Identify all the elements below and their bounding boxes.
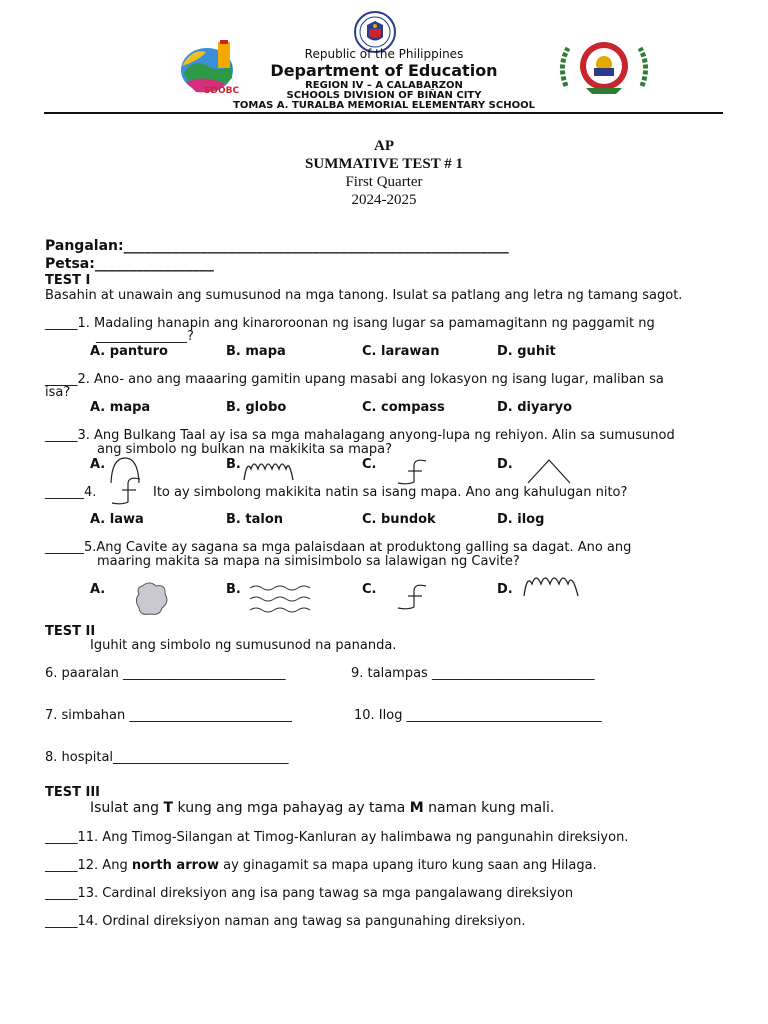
q13-text: _____13. Cardinal direksiyon ang isa pang tawag sa mga pangalawang direksiyon xyxy=(45,886,574,901)
q4-option-c: C. bundok xyxy=(362,512,436,527)
test2-instructions: Iguhit ang simbolo ng sumusunod na pananda. xyxy=(90,638,397,653)
q14-text: _____14. Ordinal direksiyon naman ang tawag sa pangunahing direksiyon. xyxy=(45,914,526,929)
date-field[interactable]: Petsa:_________________ xyxy=(45,256,214,272)
q12-pre: _____12. Ang xyxy=(45,858,132,873)
q4-prefix: ______4. xyxy=(45,485,97,500)
q5-text: ______5.Ang Cavite ay sagana sa mga palaisdaan at produktong galling sa dagat. Ano ang xyxy=(45,540,632,555)
name-field[interactable]: Pangalan:_______________________________________________________ xyxy=(45,238,509,254)
q1-option-a: A. panturo xyxy=(90,344,168,359)
header-school: TOMAS A. TURALBA MEMORIAL ELEMENTARY SCHOOL xyxy=(233,100,535,111)
test3-instr-mid: kung ang mga pahayag ay tama xyxy=(173,800,410,816)
q3-option-d: D. xyxy=(497,457,513,472)
test3-instr-true: T xyxy=(163,800,174,816)
q3-option-c: C. xyxy=(362,457,377,472)
q2-text: _____2. Ano- ano ang maaaring gamitin upang masabi ang lokasyon ng isang lugar, maliban sa xyxy=(45,372,664,387)
test2-item-10[interactable]: 10. Ilog ______________________________ xyxy=(354,708,602,723)
mountain-range-symbol-icon xyxy=(522,571,582,597)
test3-instructions xyxy=(90,800,554,816)
q3-text: _____3. Ang Bulkang Taal ay isa sa mga mahalagang anyong-lupa ng rehiyon. Alin sa sumusunod xyxy=(45,428,675,443)
q1-blank: ______________? xyxy=(96,329,194,344)
lake-symbol-icon xyxy=(132,580,172,618)
q12-text xyxy=(45,858,597,873)
q12-bold: north arrow xyxy=(131,858,219,873)
q3-text-cont: ang simbolo ng bulkan na makikita sa mapa? xyxy=(97,442,392,457)
header-department: Department of Education xyxy=(270,61,498,80)
waterfall-symbol-icon xyxy=(108,476,144,506)
q5-option-c: C. xyxy=(362,582,377,597)
q2-text-cont: isa? xyxy=(45,385,71,400)
q3-option-a: A. xyxy=(90,457,106,472)
q2-option-c: C. compass xyxy=(362,400,445,415)
svg-text:SDOBC: SDOBC xyxy=(204,86,240,96)
q2-option-a: A. mapa xyxy=(90,400,151,415)
q5-option-d: D. xyxy=(497,582,513,597)
test3-instr-post: naman kung mali. xyxy=(423,800,555,816)
title-quarter: First Quarter xyxy=(345,174,423,190)
q4-option-a: A. lawa xyxy=(90,512,144,527)
title-test: SUMMATIVE TEST # 1 xyxy=(305,156,463,172)
test3-heading: TEST III xyxy=(45,785,101,800)
test3-instr-pre: Isulat ang xyxy=(90,800,164,816)
q1-option-d: D. guhit xyxy=(497,344,556,359)
header-region: REGION IV – A CALABARZON xyxy=(305,80,463,91)
q5-option-a: A. xyxy=(90,582,106,597)
header-divider xyxy=(44,112,723,114)
q4-option-d: D. ilog xyxy=(497,512,545,527)
q1-option-b: B. mapa xyxy=(226,344,286,359)
q4-text: Ito ay simbolong makikita natin sa isang mapa. Ano ang kahulugan nito? xyxy=(153,485,628,500)
q11-text: _____11. Ang Timog-Silangan at Timog-Kanluran ay halimbawa ng pangunahin direksiyon. xyxy=(45,830,629,845)
q12-post: ay ginagamit sa mapa upang ituro kung saan ang Hilaga. xyxy=(218,858,597,873)
test3-instr-false: M xyxy=(409,800,424,816)
q5-text-cont: maaring makita sa mapa na simisimbolo sa lalawigan ng Cavite? xyxy=(97,554,520,569)
q5-option-b: B. xyxy=(226,582,241,597)
test2-item-6[interactable]: 6. paaralan _________________________ xyxy=(45,666,286,681)
header-division: SCHOOLS DIVISION OF BIÑAN CITY xyxy=(286,90,482,101)
volcano-peak-symbol-icon xyxy=(526,458,572,484)
q1-option-c: C. larawan xyxy=(362,344,440,359)
test2-item-9[interactable]: 9. talampas _________________________ xyxy=(351,666,595,681)
title-subject: AP xyxy=(374,138,394,154)
test2-item-7[interactable]: 7. simbahan _________________________ xyxy=(45,708,292,723)
title-year: 2024-2025 xyxy=(351,192,417,208)
q2-option-d: D. diyaryo xyxy=(497,400,573,415)
test1-instructions: Basahin at unawain ang sumusunod na mga tanong. Isulat sa patlang ang letra ng tamang sagot. xyxy=(45,288,683,303)
test2-item-8[interactable]: 8. hospital___________________________ xyxy=(45,750,289,765)
q4-option-b: B. talon xyxy=(226,512,284,527)
sea-waves-symbol-icon xyxy=(248,582,314,616)
q1-text: _____1. Madaling hanapin ang kinaroroonan ng isang lugar sa pamamagitann ng paggamit ng xyxy=(45,316,655,331)
test1-heading: TEST I xyxy=(45,273,91,288)
waterfall-symbol-icon xyxy=(394,458,430,486)
q3-option-b: B. xyxy=(226,457,241,472)
mountain-range-symbol-icon xyxy=(242,457,300,481)
waterfall-symbol-icon xyxy=(394,583,430,611)
header-country: Republic of the Philippines xyxy=(304,47,464,61)
test2-heading: TEST II xyxy=(45,624,96,639)
q2-option-b: B. globo xyxy=(226,400,287,415)
